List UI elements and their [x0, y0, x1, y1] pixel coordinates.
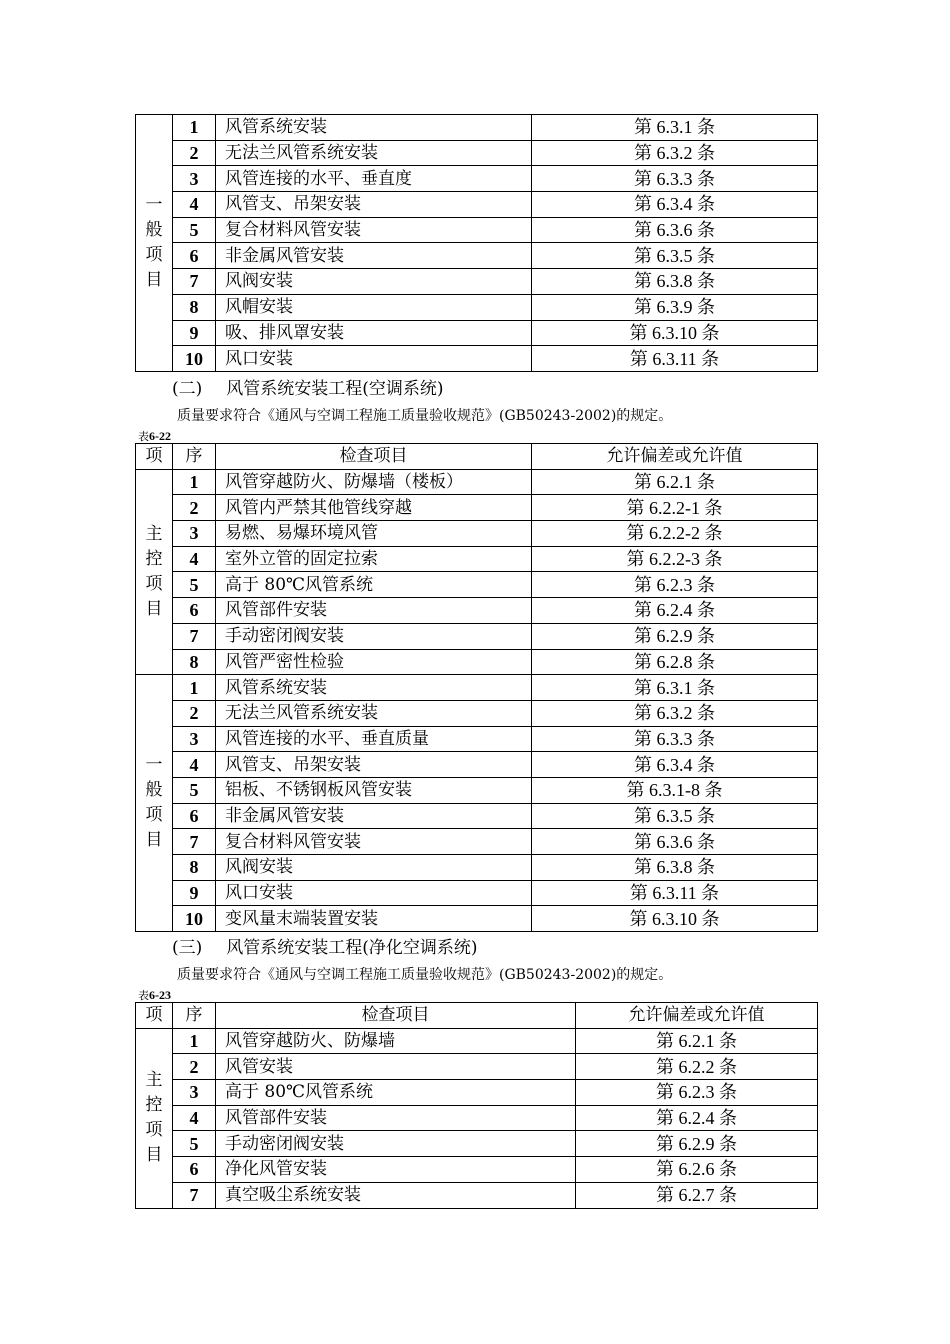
table-row: [136, 521, 818, 547]
row-reference: 第 6.3.9 条: [532, 294, 818, 320]
row-number: 8: [173, 649, 216, 675]
table-row: [136, 1054, 818, 1080]
table-label-prefix: 表: [138, 989, 149, 1002]
table-row: [136, 115, 818, 141]
row-item: 风管部件安装: [216, 1105, 576, 1131]
header-row: [136, 1003, 818, 1029]
row-reference: 第 6.3.2 条: [532, 140, 818, 166]
table-row: [136, 1105, 818, 1131]
table-row: [136, 675, 818, 701]
table-row: [136, 243, 818, 269]
row-reference: 第 6.2.9 条: [576, 1131, 818, 1157]
row-item: 易燃、易爆环境风管: [216, 521, 532, 547]
row-reference: 第 6.3.11 条: [532, 346, 818, 372]
table-row: [136, 469, 818, 495]
table-row: [136, 623, 818, 649]
row-item: 风管内严禁其他管线穿越: [216, 495, 532, 521]
row-number: 1: [173, 675, 216, 701]
row-item: 手动密闭阀安装: [216, 1131, 576, 1157]
row-item: 风阀安装: [216, 855, 532, 881]
table-row: [136, 1028, 818, 1054]
table-row: [136, 1131, 818, 1157]
table-row: [136, 649, 818, 675]
row-item: 风管安装: [216, 1054, 576, 1080]
row-number: 9: [173, 320, 216, 346]
row-item: 风管严密性检验: [216, 649, 532, 675]
row-item: 风口安装: [216, 346, 532, 372]
row-reference: 第 6.2.1 条: [532, 469, 818, 495]
row-reference: 第 6.2.3 条: [532, 572, 818, 598]
table-row: [136, 906, 818, 932]
row-reference: 第 6.2.4 条: [532, 598, 818, 624]
row-reference: 第 6.3.8 条: [532, 855, 818, 881]
row-number: 5: [173, 572, 216, 598]
row-number: 1: [173, 115, 216, 141]
row-item: 风阀安装: [216, 269, 532, 295]
row-number: 2: [173, 700, 216, 726]
row-reference: 第 6.2.6 条: [576, 1157, 818, 1183]
row-reference: 第 6.3.3 条: [532, 726, 818, 752]
table-6-23: [135, 1002, 818, 1209]
row-number: 3: [173, 1080, 216, 1106]
section-title: [172, 933, 478, 958]
table-label: [138, 987, 171, 1003]
row-number: 7: [173, 623, 216, 649]
table-row: [136, 546, 818, 572]
row-number: 6: [173, 598, 216, 624]
row-number: 8: [173, 294, 216, 320]
main-items-body: [136, 469, 818, 675]
category-cell: 一 般 项 目: [136, 675, 173, 932]
row-item: 真空吸尘系统安装: [216, 1182, 576, 1208]
row-number: 5: [173, 777, 216, 803]
table-label-prefix: 表: [138, 430, 149, 443]
row-item: 复合材料风管安装: [216, 829, 532, 855]
row-item: 室外立管的固定拉索: [216, 546, 532, 572]
row-number: 1: [173, 469, 216, 495]
table-row: [136, 572, 818, 598]
table-label: [138, 428, 171, 444]
header-item: 检查项目: [216, 1003, 576, 1029]
row-item: 高于 80℃风管系统: [216, 1080, 576, 1106]
category-cell: 一 般 项 目: [136, 115, 173, 372]
row-item: 风管穿越防火、防爆墙: [216, 1028, 576, 1054]
table-row: [136, 700, 818, 726]
header-category: 项: [136, 1003, 173, 1029]
row-reference: 第 6.2.7 条: [576, 1182, 818, 1208]
row-number: 10: [173, 906, 216, 932]
quality-note: 质量要求符合《通风与空调工程施工质量验收规范》(GB50243-2002)的规定。: [177, 408, 673, 424]
table-row: [136, 495, 818, 521]
row-item: 无法兰风管系统安装: [216, 140, 532, 166]
table-row: [136, 777, 818, 803]
row-number: 4: [173, 192, 216, 218]
row-number: 10: [173, 346, 216, 372]
main-items-body: [136, 1028, 818, 1208]
row-item: 风管连接的水平、垂直质量: [216, 726, 532, 752]
category-cell: 主 控 项 目: [136, 1028, 173, 1208]
row-reference: 第 6.3.1-8 条: [532, 777, 818, 803]
row-item: 变风量末端装置安装: [216, 906, 532, 932]
row-reference: 第 6.2.2-3 条: [532, 546, 818, 572]
row-item: 风口安装: [216, 880, 532, 906]
row-reference: 第 6.3.2 条: [532, 700, 818, 726]
category-cell: 主 控 项 目: [136, 469, 173, 675]
row-reference: 第 6.3.6 条: [532, 217, 818, 243]
row-number: 4: [173, 1105, 216, 1131]
row-reference: 第 6.3.6 条: [532, 829, 818, 855]
row-reference: 第 6.3.5 条: [532, 243, 818, 269]
section-heading: 风管系统安装工程(空调系统): [226, 379, 444, 399]
row-number: 3: [173, 521, 216, 547]
row-reference: 第 6.2.8 条: [532, 649, 818, 675]
table-label-number: 6-23: [149, 988, 171, 1002]
section-heading: 风管系统安装工程(净化空调系统): [226, 938, 478, 958]
table-body: [136, 115, 818, 372]
row-item: 风管支、吊架安装: [216, 192, 532, 218]
general-items-table: [135, 114, 818, 372]
row-number: 6: [173, 803, 216, 829]
row-item: 吸、排风罩安装: [216, 320, 532, 346]
row-number: 4: [173, 546, 216, 572]
row-reference: 第 6.3.11 条: [532, 880, 818, 906]
section-number: (三): [172, 938, 203, 958]
table-row: [136, 320, 818, 346]
header-item: 检查项目: [216, 444, 532, 470]
table-row: [136, 1080, 818, 1106]
row-reference: 第 6.3.4 条: [532, 752, 818, 778]
header-seq: 序: [173, 1003, 216, 1029]
table-row: [136, 140, 818, 166]
row-reference: 第 6.3.10 条: [532, 320, 818, 346]
table-row: [136, 726, 818, 752]
row-reference: 第 6.2.2 条: [576, 1054, 818, 1080]
row-number: 4: [173, 752, 216, 778]
header-category: 项: [136, 444, 173, 470]
row-number: 2: [173, 1054, 216, 1080]
row-reference: 第 6.3.8 条: [532, 269, 818, 295]
table-row: [136, 217, 818, 243]
row-number: 5: [173, 217, 216, 243]
table-label-number: 6-22: [149, 429, 171, 443]
table-row: [136, 855, 818, 881]
row-item: 风管系统安装: [216, 675, 532, 701]
row-number: 3: [173, 166, 216, 192]
table-row: [136, 1157, 818, 1183]
row-reference: 第 6.3.3 条: [532, 166, 818, 192]
row-item: 风管系统安装: [216, 115, 532, 141]
row-item: 非金属风管安装: [216, 243, 532, 269]
row-item: 非金属风管安装: [216, 803, 532, 829]
section-title: [172, 374, 444, 399]
row-item: 复合材料风管安装: [216, 217, 532, 243]
row-number: 2: [173, 140, 216, 166]
row-reference: 第 6.2.4 条: [576, 1105, 818, 1131]
row-item: 风管支、吊架安装: [216, 752, 532, 778]
table-row: [136, 269, 818, 295]
row-reference: 第 6.3.10 条: [532, 906, 818, 932]
row-item: 风管穿越防火、防爆墙（楼板）: [216, 469, 532, 495]
table-row: [136, 346, 818, 372]
row-number: 6: [173, 243, 216, 269]
general-items-body: [136, 675, 818, 932]
header-seq: 序: [173, 444, 216, 470]
row-number: 7: [173, 829, 216, 855]
table-6-22: [135, 443, 818, 932]
row-reference: 第 6.2.2-1 条: [532, 495, 818, 521]
row-item: 净化风管安装: [216, 1157, 576, 1183]
row-number: 2: [173, 495, 216, 521]
header-value: 允许偏差或允许值: [576, 1003, 818, 1029]
table-row: [136, 829, 818, 855]
section-number: (二): [172, 379, 203, 399]
row-reference: 第 6.3.5 条: [532, 803, 818, 829]
row-item: 风管部件安装: [216, 598, 532, 624]
row-reference: 第 6.3.1 条: [532, 115, 818, 141]
row-number: 6: [173, 1157, 216, 1183]
row-item: 风管连接的水平、垂直度: [216, 166, 532, 192]
table-row: [136, 803, 818, 829]
table-row: [136, 598, 818, 624]
table-row: [136, 192, 818, 218]
row-item: 铝板、不锈钢板风管安装: [216, 777, 532, 803]
row-number: 7: [173, 1182, 216, 1208]
row-reference: 第 6.3.4 条: [532, 192, 818, 218]
row-reference: 第 6.2.2-2 条: [532, 521, 818, 547]
row-item: 风帽安装: [216, 294, 532, 320]
row-reference: 第 6.2.9 条: [532, 623, 818, 649]
row-reference: 第 6.2.1 条: [576, 1028, 818, 1054]
row-item: 手动密闭阀安装: [216, 623, 532, 649]
table-row: [136, 294, 818, 320]
row-number: 3: [173, 726, 216, 752]
row-reference: 第 6.2.3 条: [576, 1080, 818, 1106]
row-number: 9: [173, 880, 216, 906]
row-number: 7: [173, 269, 216, 295]
row-number: 1: [173, 1028, 216, 1054]
header-value: 允许偏差或允许值: [532, 444, 818, 470]
quality-note: 质量要求符合《通风与空调工程施工质量验收规范》(GB50243-2002)的规定。: [177, 967, 673, 983]
header-row: [136, 444, 818, 470]
table-row: [136, 752, 818, 778]
row-item: 高于 80℃风管系统: [216, 572, 532, 598]
table-row: [136, 1182, 818, 1208]
table-row: [136, 166, 818, 192]
row-item: 无法兰风管系统安装: [216, 700, 532, 726]
row-number: 5: [173, 1131, 216, 1157]
table-row: [136, 880, 818, 906]
row-reference: 第 6.3.1 条: [532, 675, 818, 701]
row-number: 8: [173, 855, 216, 881]
